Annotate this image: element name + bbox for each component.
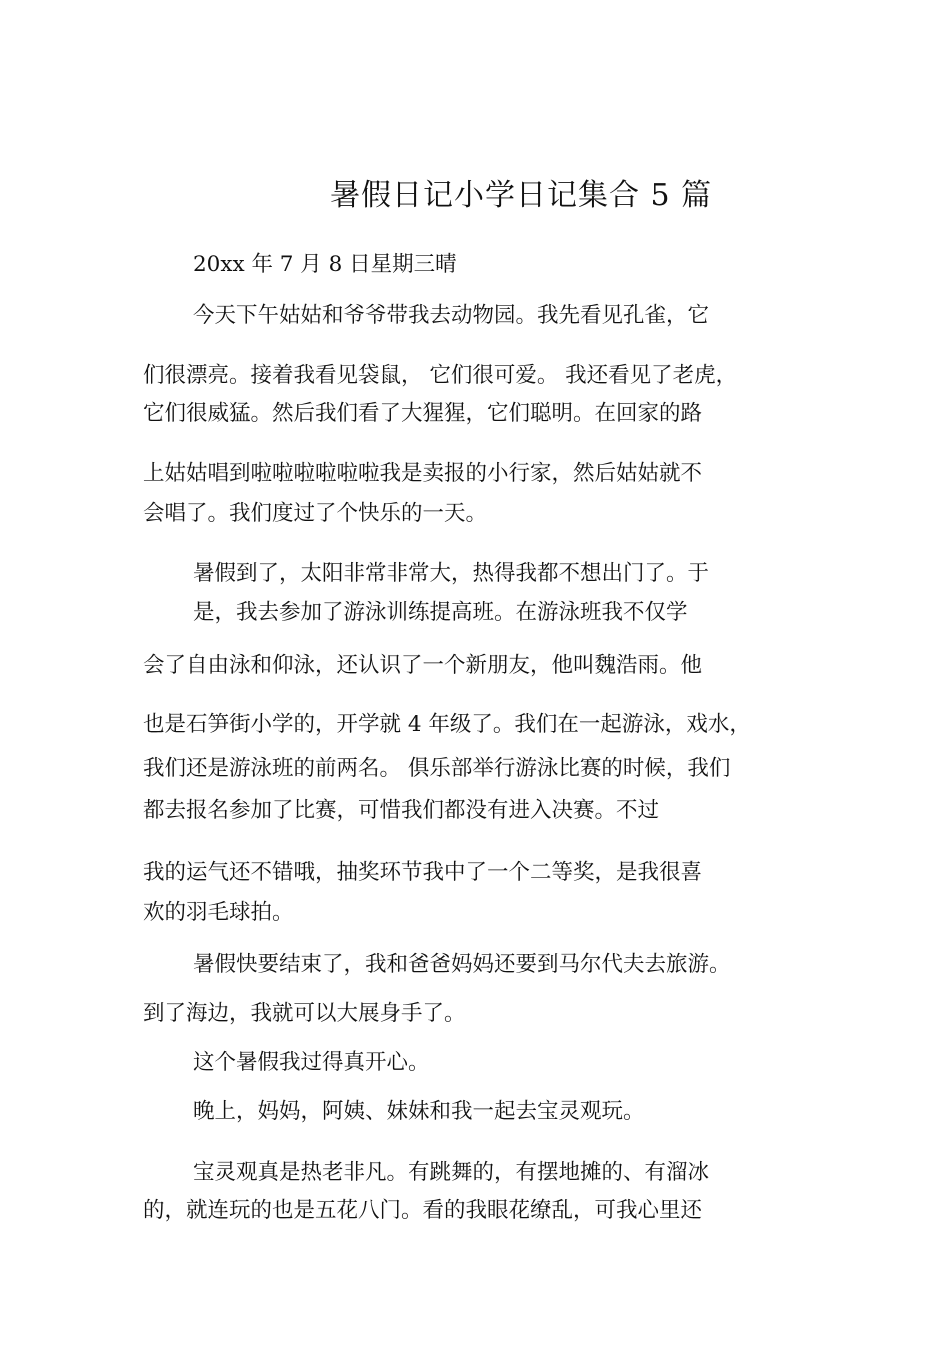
paragraph-line: 我们还是游泳班的前两名。 俱乐部举行游泳比赛的时候，我们 xyxy=(143,756,731,781)
paragraph-line: 暑假到了，太阳非常非常大，热得我都不想出门了。于 xyxy=(193,561,710,586)
paragraph-line: 欢的羽毛球拍。 xyxy=(143,900,294,925)
paragraph-line: 上姑姑唱到啦啦啦啦啦啦我是卖报的小行家，然后姑姑就不 xyxy=(143,461,703,486)
paragraph-line: 今天下午姑姑和爷爷带我去动物园。我先看见孔雀，它 xyxy=(193,303,710,328)
document-title: 暑假日记小学日记集合 5 篇 xyxy=(330,178,713,213)
paragraph-line: 它们很威猛。然后我们看了大猩猩，它们聪明。在回家的路 xyxy=(143,401,703,426)
paragraph-line: 会了自由泳和仰泳，还认识了一个新朋友，他叫魏浩雨。他 xyxy=(143,653,703,678)
paragraph-line: 我的运气还不错哦，抽奖环节我中了一个二等奖，是我很喜 xyxy=(143,860,703,885)
paragraph-line: 的，就连玩的也是五花八门。看的我眼花缭乱，可我心里还 xyxy=(143,1198,703,1223)
paragraph-line: 暑假快要结束了，我和爸爸妈妈还要到马尔代夫去旅游。 xyxy=(193,952,731,977)
paragraph-line: 晚上，妈妈，阿姨、妹妹和我一起去宝灵观玩。 xyxy=(193,1099,645,1124)
paragraph-line: 到了海边，我就可以大展身手了。 xyxy=(143,1001,466,1026)
diary-date-line: 20xx 年 7 月 8 日星期三晴 xyxy=(193,252,457,277)
paragraph-line: 会唱了。我们度过了个快乐的一天。 xyxy=(143,501,488,526)
paragraph-line: 都去报名参加了比赛，可惜我们都没有进入决赛。不过 xyxy=(143,798,660,823)
paragraph-line: 宝灵观真是热老非凡。有跳舞的，有摆地摊的、有溜冰 xyxy=(193,1160,710,1185)
paragraph-line: 们很漂亮。接着我看见袋鼠， 它们很可爱。 我还看见了老虎， xyxy=(143,363,738,388)
paragraph-line: 是，我去参加了游泳训练提高班。在游泳班我不仅学 xyxy=(193,600,688,625)
paragraph-line: 这个暑假我过得真开心。 xyxy=(193,1050,430,1075)
paragraph-line: 也是石笋街小学的，开学就 4 年级了。我们在一起游泳，戏水， xyxy=(143,712,751,737)
